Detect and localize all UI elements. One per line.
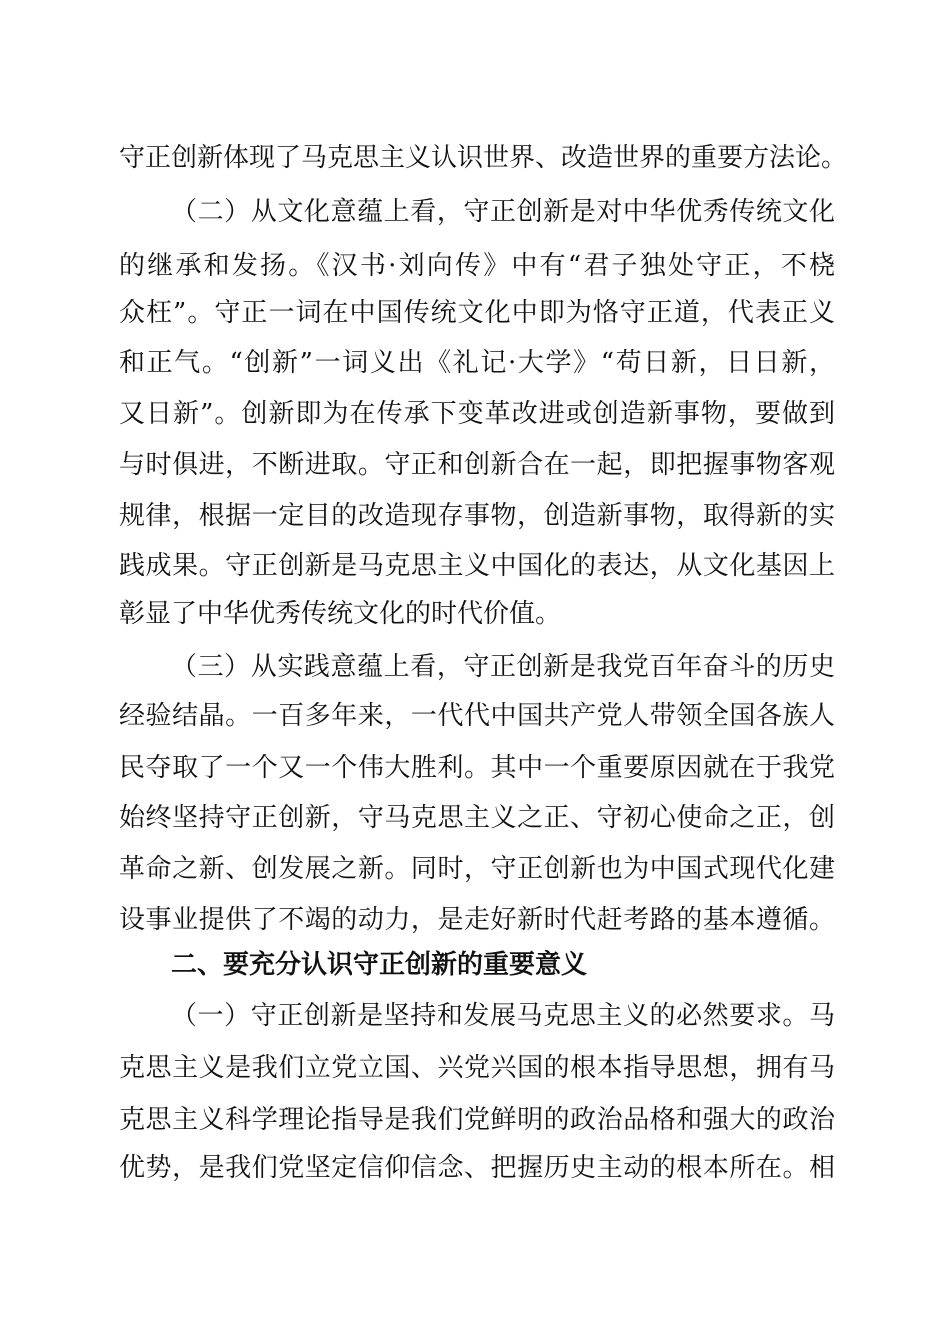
paragraph-line: 守正创新体现了马克思主义认识世界、改造世界的重要方法论。: [119, 143, 848, 173]
paragraph-line: 规律，根据一定目的改造现存事物，创造新事物，取得新的实: [119, 501, 835, 531]
paragraph-line: 践成果。守正创新是马克思主义中国化的表达，从文化基因上: [119, 551, 835, 581]
paragraph-line: 始终坚持守正创新，守马克思主义之正、守初心使命之正，创: [119, 803, 835, 833]
paragraph-line: 民夺取了一个又一个伟大胜利。其中一个重要原因就在于我党: [119, 753, 835, 783]
paragraph-line: （一）守正创新是坚持和发展马克思主义的必然要求。马: [171, 1001, 835, 1031]
paragraph-line: 和正气。“创新”一词义出《礼记·大学》“苟日新，日日新，: [119, 348, 835, 378]
paragraph-line: 众枉”。守正一词在中国传统文化中即为恪守正道，代表正义: [119, 298, 835, 328]
paragraph-line: 与时俱进，不断进取。守正和创新合在一起，即把握事物客观: [119, 450, 835, 480]
paragraph-line: 设事业提供了不竭的动力，是走好新时代赶考路的基本遵循。: [119, 905, 835, 935]
section-heading: 二、要充分认识守正创新的重要意义: [171, 950, 588, 980]
paragraph-line: 又日新”。创新即为在传承下变革改进或创造新事物，要做到: [119, 399, 835, 429]
paragraph-line: 优势，是我们党坚定信仰信念、把握历史主动的根本所在。相: [119, 1153, 835, 1183]
paragraph-line: （三）从实践意蕴上看，守正创新是我党百年奋斗的历史: [171, 652, 835, 682]
paragraph-line: （二）从文化意蕴上看，守正创新是对中华优秀传统文化: [171, 197, 835, 227]
paragraph-line: 经验结晶。一百多年来，一代代中国共产党人带领全国各族人: [119, 701, 835, 731]
paragraph-line: 革命之新、创发展之新。同时，守正创新也为中国式现代化建: [119, 854, 835, 884]
paragraph-line: 克思主义是我们立党立国、兴党兴国的根本指导思想，拥有马: [119, 1053, 835, 1083]
paragraph-line: 的继承和发扬。《汉书·刘向传》中有“君子独处守正，不桡: [119, 251, 835, 281]
paragraph-line: 彰显了中华优秀传统文化的时代价值。: [119, 599, 562, 629]
paragraph-line: 克思主义科学理论指导是我们党鲜明的政治品格和强大的政治: [119, 1105, 835, 1135]
